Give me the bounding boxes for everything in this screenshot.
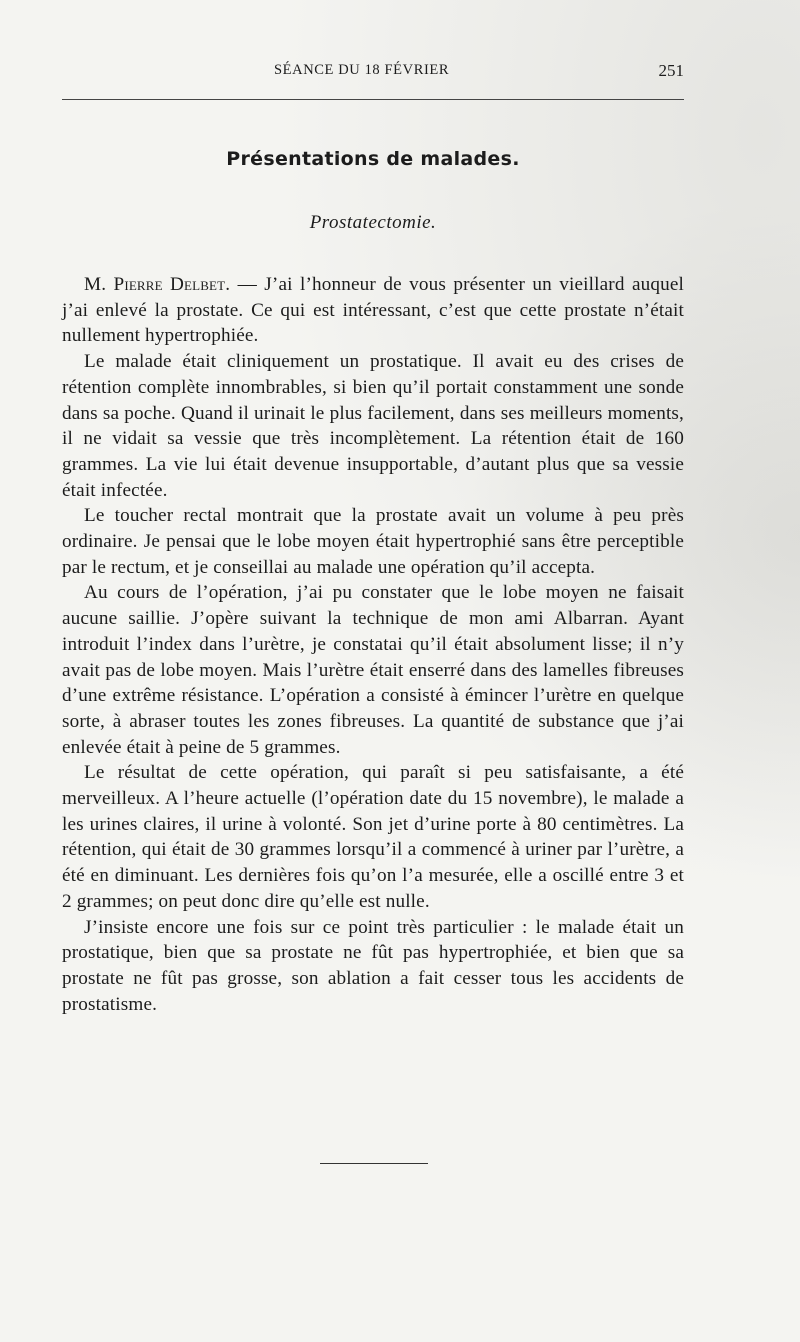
paragraph-1-text: — J’ai l’honneur de vous présenter un vieillard auquel j’ai enlevé la prostate. Ce qui est intéressant, c’est que cette prostate n’était nullement hypertrophiée. [62, 274, 684, 347]
paragraph-6: J’insiste encore une fois sur ce point très particulier : le malade était un prostatique, bien que sa prostate ne fût pas hypertrophiée, et bien que sa prostate ne fût pas grosse, son ablation a fait cesser tous les accidents de prostatisme. [62, 916, 684, 1015]
section-title: Présentations de malades. [226, 148, 520, 170]
paragraph-3: Le toucher rectal montrait que la prostate avait un volume à peu près ordinaire. Je pensai que le lobe moyen était hypertrophié sans être perceptible par le rectum, et je conseillai au malade une opération qu’il accepta. [62, 505, 684, 578]
speaker-name: M. Pierre Delbet. [84, 274, 231, 295]
end-rule [320, 1163, 428, 1164]
paragraph-2: Le malade était cliniquement un prostatique. Il avait eu des crises de rétention complète innombrables, si bien qu’il portait constamment une sonde dans sa poche. Quand il urinait le plus facilement, dans ses meilleurs moments, il ne vidait sa vessie que très incomplètement. La rétention était de 160 grammes. La vie lui était devenue insupportable, d’autant plus que sa vessie était infectée. [62, 351, 684, 501]
paragraph-4: Au cours de l’opération, j’ai pu constater que le lobe moyen ne faisait aucune saillie. J’opère suivant la technique de mon ami Albarran. Ayant introduit l’index dans l’urètre, je constatai qu’il était absolument lisse; il n’y avait pas de lobe moyen. Mais l’urètre était enserré dans des lamelles fibreuses d’une extrême résistance. L’opération a consisté à émincer l’urètre en quelque sorte, à abraser toutes les zones fibreuses. La quantité de substance que j’ai enlevée était à peine de 5 grammes. [62, 582, 684, 758]
paragraph-1 [62, 272, 684, 349]
article-subtitle: Prostatectomie. [309, 212, 437, 233]
paragraph-5: Le résultat de cette opération, qui paraît si peu satisfaisante, a été merveilleux. A l’heure actuelle (l’opération date du 15 novembre), le malade a les urines claires, il urine à volonté. Son jet d’urine porte à 80 centimètres. La rétention, qui était de 30 grammes lorsqu’il a commencé à uriner par l’urètre, a été en diminuant. Les dernières fois qu’on l’a mesurée, elle a oscillé entre 3 et 2 grammes; on peut donc dire qu’elle est nulle. [62, 762, 684, 912]
running-head [62, 62, 684, 86]
header-rule [62, 99, 684, 100]
article-body [62, 272, 684, 1017]
running-title: SÉANCE DU 18 FÉVRIER [274, 62, 450, 78]
page-number: 251 [658, 61, 684, 80]
